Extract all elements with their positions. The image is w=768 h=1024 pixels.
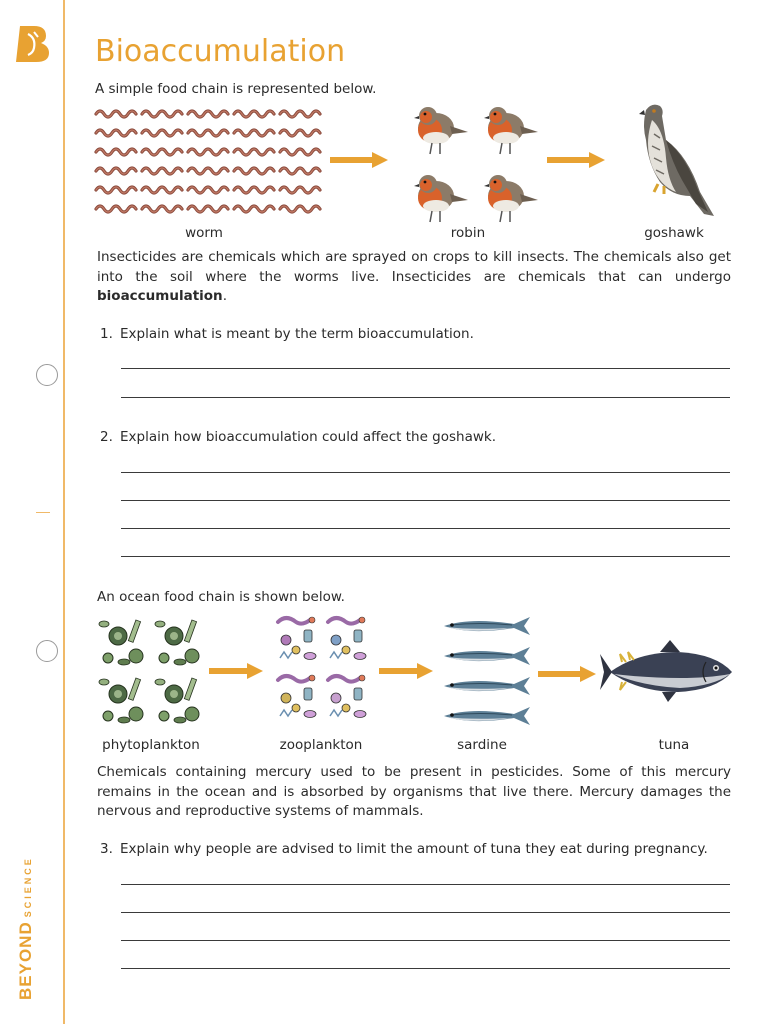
chain1-label-robin: robin [450, 225, 486, 241]
question-3 [100, 841, 708, 857]
insecticide-paragraph [97, 248, 731, 307]
answer-line[interactable] [121, 528, 730, 529]
question-number: 3. [100, 841, 113, 857]
chain2-label-tuna: tuna [658, 737, 690, 753]
arrow-icon [547, 152, 605, 168]
chain2-label-phytoplankton: phytoplankton [102, 737, 200, 753]
fold-mark [36, 512, 50, 513]
tuna-image [598, 640, 734, 704]
robin-image [400, 96, 540, 224]
question-1 [100, 326, 474, 342]
margin-line [63, 0, 65, 1024]
answer-line[interactable] [121, 940, 730, 941]
mercury-paragraph: Chemicals containing mercury used to be present in pesticides. Some of this mercury remains in the ocean and is absorbed by organisms that live there. Mercury damages the nervous and reproductive systems of mammals. [97, 764, 731, 819]
sardine-image [440, 612, 532, 732]
worm-image [94, 104, 322, 218]
page-title: Bioaccumulation [95, 34, 346, 69]
question-number: 1. [100, 326, 113, 342]
phytoplankton-image [96, 616, 208, 728]
binder-hole-bottom [36, 640, 58, 662]
brand-word-2: SCIENCE [23, 856, 33, 918]
answer-line[interactable] [121, 472, 730, 473]
chain2-label-zooplankton: zooplankton [279, 737, 363, 753]
chain2-label-sardine: sardine [457, 737, 507, 753]
chain1-label-worm: worm [185, 225, 223, 241]
intro2-text: An ocean food chain is shown below. [97, 589, 345, 605]
answer-line[interactable] [121, 912, 730, 913]
answer-line[interactable] [121, 500, 730, 501]
insecticide-text-end: . [222, 288, 227, 304]
arrow-icon [330, 152, 388, 168]
zooplankton-image [274, 614, 374, 730]
brand-word-1: BEYOND [16, 921, 35, 1000]
answer-line[interactable] [121, 397, 730, 398]
answer-line[interactable] [121, 884, 730, 885]
answer-line[interactable] [121, 368, 730, 369]
arrow-icon [379, 663, 433, 679]
brand-mark [16, 856, 36, 1000]
answer-line[interactable] [121, 968, 730, 969]
keyword-bioaccumulation: bioaccumulation [97, 288, 223, 304]
question-text: Explain what is meant by the term bioaccumulation. [120, 326, 474, 342]
answer-line[interactable] [121, 556, 730, 557]
binder-hole-top [36, 364, 58, 386]
arrow-icon [538, 666, 596, 682]
question-text: Explain why people are advised to limit the amount of tuna they eat during pregnancy. [120, 841, 708, 857]
beyond-logo [14, 22, 52, 64]
insecticide-text: Insecticides are chemicals which are sprayed on crops to kill insects. The chemicals also get into the soil where the worms live. Insecticides are chemicals that can undergo [97, 249, 731, 285]
goshawk-image [630, 100, 718, 220]
question-2 [100, 429, 496, 445]
question-text: Explain how bioaccumulation could affect the goshawk. [120, 429, 497, 445]
question-number: 2. [100, 429, 113, 445]
arrow-icon [209, 663, 263, 679]
intro-text: A simple food chain is represented below. [95, 81, 377, 97]
chain1-label-goshawk: goshawk [644, 225, 704, 241]
